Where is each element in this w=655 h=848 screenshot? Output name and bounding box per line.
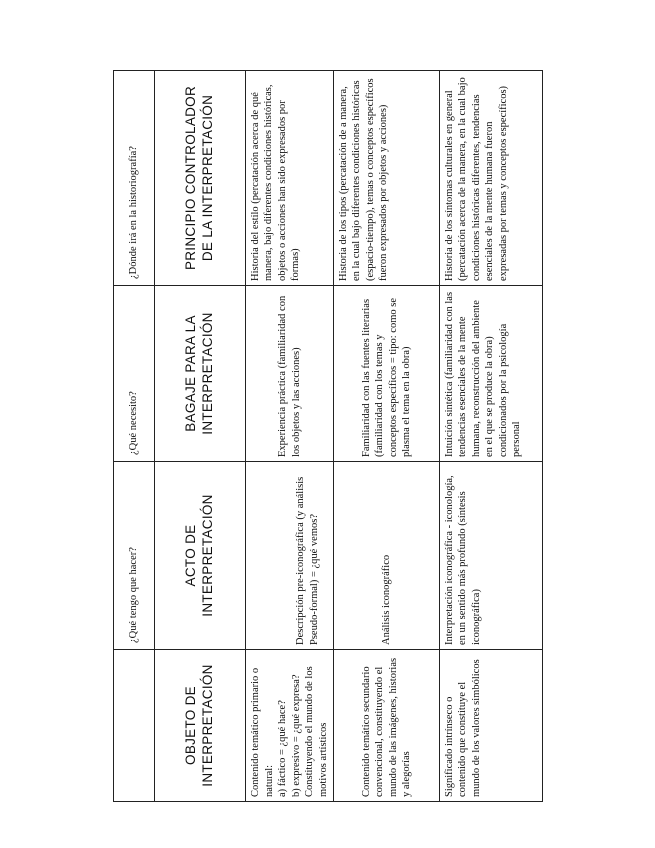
header-bagaje: BAGAJE PARA LA INTERPRETACIÓN: [155, 286, 246, 462]
objeto-line: Contenido temático secundario convencional, constituyendo el mundo de las imágenes, historias y alegorías: [360, 657, 412, 797]
question-row: [114, 71, 155, 802]
table-row: [246, 71, 334, 802]
question-cell-objeto: [114, 650, 155, 802]
objeto-line: Significado intrínseco o contenido que constituye el mundo de los valores simbólicos: [444, 659, 482, 797]
iconography-table: [113, 70, 543, 802]
objeto-line: Constituyendo el mundo de los motivos artísticos: [304, 666, 329, 797]
rotated-table-wrapper: [113, 71, 534, 802]
question-cell-bagaje: ¿Qué necesito?: [114, 286, 155, 462]
objeto-line: a) fáctico = ¿qué hace?: [277, 700, 289, 797]
objeto-cell: [246, 650, 334, 802]
principio-cell: Historia de los síntomas culturales en general (percatación acerca de la manera, en la cual bajo condiciones históricas diferentes, tendencias esenciales de la mente humana fueron expresadas por temas y conceptos específicos): [440, 71, 543, 286]
header-acto: ACTO DE INTERPRETACIÓN: [155, 462, 246, 650]
bagaje-cell: Familiaridad con las fuentes literarias (familiaridad con los temas y conceptos específicos = tipo: como se plasma el tema en la obra): [334, 286, 440, 462]
table-row: [440, 71, 543, 802]
question-cell-principio: ¿Dónde irá en la historiografía?: [114, 71, 155, 286]
objeto-line: Contenido temático primario o natural:: [250, 667, 275, 797]
question-cell-acto: ¿Qué tengo que hacer?: [114, 462, 155, 650]
objeto-line: b) expresivo = ¿qué expresa?: [290, 674, 302, 797]
bagaje-cell: Intuición sintética (familiaridad con las tendencias esenciales de la mente humana, reconstrucción del ambiente en el que se produce la obra) condicionados por la psicología personal: [440, 286, 543, 462]
acto-cell: Descripción pre-iconográfica (y análisis Pseudo-formal) = ¿qué vemos?: [246, 462, 334, 650]
principio-cell: Historia del estilo (percatación acerca de qué manera, bajo diferentes condiciones históricas, objetos o acciones han sido expresados por formas): [246, 71, 334, 286]
header-objeto: OBJETO DE INTERPRETACIÓN: [155, 650, 246, 802]
principio-cell: Historia de los tipos (percatación de a manera, en la cual bajo diferentes condiciones históricas (espacio-tiempo), temas o conceptos específicos fueron expresados por objetos y acciones): [334, 71, 440, 286]
objeto-cell: [334, 650, 440, 802]
header-principio: PRINCIPIO CONTROLADOR DE LA INTERPRETACIÓN: [155, 71, 246, 286]
table-row: [334, 71, 440, 802]
acto-cell: Análisis iconográfico: [334, 462, 440, 650]
bagaje-cell: Experiencia práctica (familiaridad con los objetos y las acciones): [246, 286, 334, 462]
acto-cell: Interpretación iconográfica - iconología, en un sentido más profundo (síntesis iconográfica): [440, 462, 543, 650]
header-row: [155, 71, 246, 802]
objeto-cell: [440, 650, 543, 802]
